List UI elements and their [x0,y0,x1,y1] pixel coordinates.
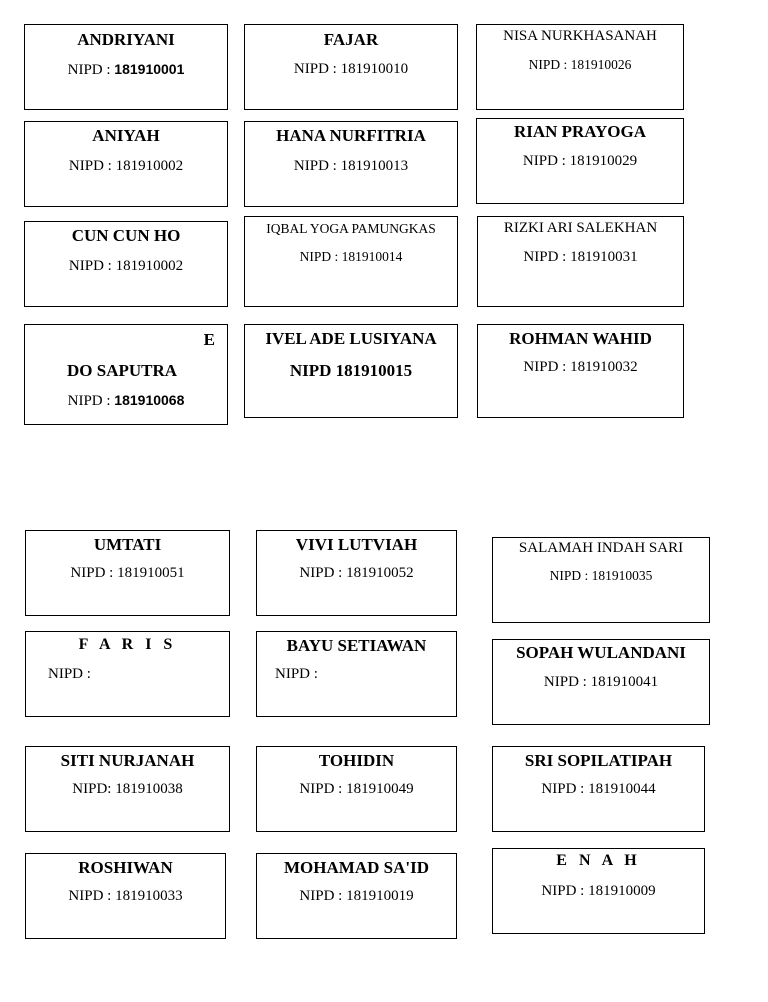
nipd-label: NIPD : [299,781,347,797]
card-nipd [245,249,457,265]
card-nipd [26,565,229,582]
card-aniyah [24,121,228,207]
nipd-number: 181910014 [341,249,403,264]
card-fajar [244,24,458,110]
card-nipd [25,392,227,410]
card-nipd [493,781,704,798]
card-rizki-ari-salekhan [477,216,684,307]
card-name-line1: E [203,330,215,349]
nipd-label: NIPD: [72,781,116,797]
nipd-number: 181910051 [117,565,185,581]
card-bayu-setiawan [256,631,457,717]
card-name: SOPAH WULANDANI [516,643,686,662]
card-nipd [245,158,457,175]
card-nipd [477,153,683,170]
nipd-number: 181910015 [335,361,413,380]
card-name: SALAMAH INDAH SARI [518,540,684,556]
nipd-number: 181910032 [570,359,638,375]
card-nipd [257,666,456,683]
card-andriyani [24,24,228,110]
card-mohamad-said [256,853,457,939]
card-nipd [26,781,229,798]
card-name: BAYU SETIAWAN [286,636,427,655]
nipd-number: 181910019 [346,888,414,904]
card-nipd [478,359,683,376]
card-nipd [478,249,683,266]
nipd-label: NIPD : [293,61,341,77]
nipd-label: NIPD : [523,359,571,375]
nipd-number: 181910035 [591,568,653,583]
nipd-label: NIPD : [541,883,589,899]
nipd-label: NIPD : [522,153,570,169]
nipd-number: 181910002 [115,158,184,174]
card-name: NISA NURKHASANAH [503,28,657,44]
card-name: FAJAR [323,30,379,49]
nipd-number: 181910013 [340,158,409,174]
card-name: SITI NURJANAH [60,751,195,770]
card-name: UMTATI [93,535,162,554]
card-nipd [25,61,227,79]
nipd-number: 181910052 [346,565,414,581]
card-nipd [493,883,704,900]
card-rohman-wahid [477,324,684,418]
nipd-label: NIPD [289,361,336,380]
card-nipd [493,568,709,584]
nipd-label: NIPD : [299,249,342,264]
card-name: CUN CUN HO [71,226,181,245]
card-rian-prayoga [476,118,684,204]
card-name: TOHIDIN [318,751,395,770]
nipd-number: 181910009 [588,883,656,899]
card-nipd [493,674,709,691]
card-cun-cun-ho [24,221,228,307]
card-nipd [245,61,457,78]
nipd-label: NIPD : [528,57,571,72]
card-nipd [257,781,456,798]
card-nipd [26,666,229,683]
card-name: SRI SOPILATIPAH [524,751,673,770]
card-name: IQBAL YOGA PAMUNGKAS [266,221,436,236]
nipd-number: 181910044 [588,781,656,797]
nipd-number: 181910031 [570,249,638,265]
card-umtati [25,530,230,616]
card-nipd [245,361,457,381]
nipd-number: 181910038 [115,781,183,797]
card-name: E N A H [556,852,641,869]
card-nipd [257,565,456,582]
nipd-label: NIPD : [299,565,347,581]
nipd-label: NIPD : [275,666,318,682]
card-name: RIAN PRAYOGA [513,122,647,141]
nipd-label: NIPD : [293,158,341,174]
card-faris [25,631,230,717]
nipd-number: 181910002 [115,258,184,274]
nipd-label: NIPD : [68,888,116,904]
card-roshiwan [25,853,226,939]
nipd-number: 181910026 [570,57,632,72]
nipd-number: 181910049 [346,781,414,797]
nipd-number: 181910068 [114,392,185,408]
card-siti-nurjanah [25,746,230,832]
card-name: IVEL ADE LUSIYANA [265,329,437,348]
nipd-number: 181910041 [590,674,659,690]
nipd-label: NIPD : [299,888,347,904]
card-name: HANA NURFITRIA [276,126,426,145]
card-iqbal-yoga-pamungkas [244,216,458,307]
nipd-number: 181910033 [115,888,183,904]
nipd-label: NIPD : [48,666,91,682]
card-name: ROHMAN WAHID [509,329,652,348]
card-ivel-ade-lusiyana [244,324,458,418]
nipd-number: 181910029 [569,153,638,169]
card-name: ANDRIYANI [77,30,175,49]
card-name-line2: DO SAPUTRA [67,361,178,380]
nipd-label: NIPD : [67,393,115,409]
card-nipd [25,158,227,175]
nipd-label: NIPD : [549,568,592,583]
nipd-label: NIPD : [68,158,116,174]
nipd-number: 181910001 [114,61,185,77]
card-nisa-nurkhasanah [476,24,684,110]
card-nipd [26,888,225,905]
card-enah [492,848,705,934]
card-sri-sopilatipah [492,746,705,832]
nipd-label: NIPD : [70,565,118,581]
card-name: VIVI LUTVIAH [295,535,418,554]
card-name: MOHAMAD SA'ID [284,858,429,877]
nipd-label: NIPD : [68,258,116,274]
card-tohidin [256,746,457,832]
card-edo-saputra [24,324,228,425]
card-name: F A R I S [78,636,177,653]
card-hana-nurfitria [244,121,458,207]
card-name: RIZKI ARI SALEKHAN [503,220,658,236]
card-name: ANIYAH [92,126,160,145]
card-sopah-wulandani [492,639,710,725]
nipd-number: 181910010 [340,61,409,77]
card-nipd [257,888,456,905]
card-name: ROSHIWAN [78,858,173,877]
nipd-label: NIPD : [541,781,589,797]
nipd-label: NIPD : [67,62,115,78]
card-salamah-indah-sari [492,537,710,623]
card-nipd [25,258,227,275]
card-vivi-lutviah [256,530,457,616]
card-nipd [477,57,683,73]
nipd-label: NIPD : [523,249,571,265]
nipd-label: NIPD : [543,674,591,690]
